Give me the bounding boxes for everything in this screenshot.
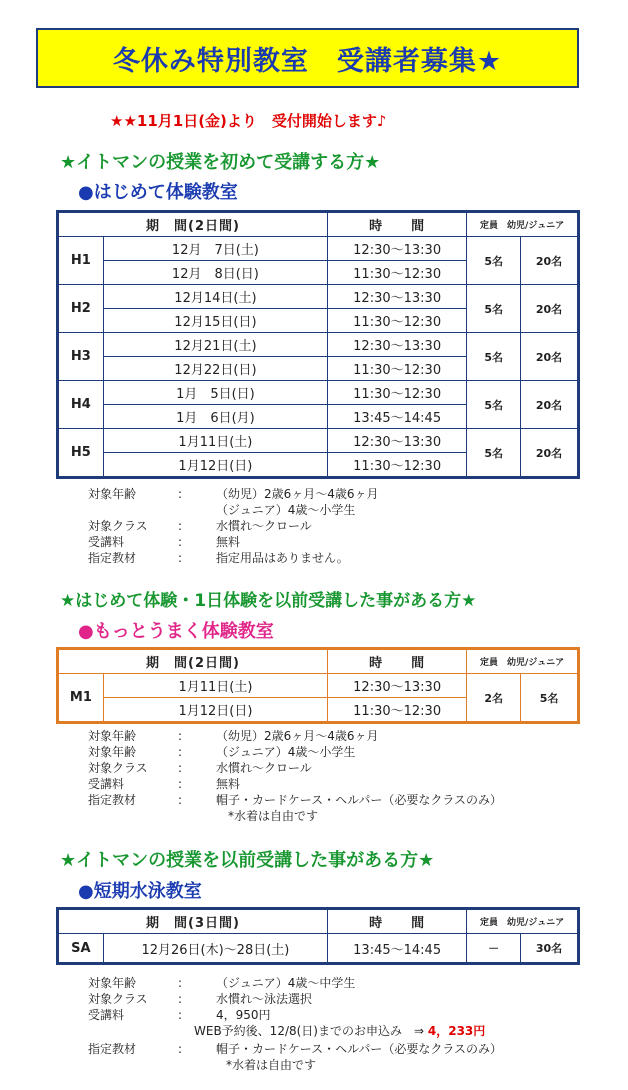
info-label: 対象年齢 (88, 487, 137, 501)
date-cell: 12月15日(日) (103, 309, 327, 333)
table-row (58, 429, 579, 453)
time-cell: 12:30～13:30 (328, 237, 467, 261)
info-value: （幼児）2歳6ヶ月～4歳6ヶ月 (216, 487, 379, 501)
info-colon: : (178, 535, 183, 549)
info-value: （ジュニア）4歳～中学生 (216, 976, 356, 990)
info-row (88, 502, 588, 518)
date-cell: 12月21日(土) (103, 333, 327, 357)
class-code: H3 (58, 333, 104, 381)
date-cell: 1月 5日(日) (103, 381, 327, 405)
section3-info (88, 975, 608, 1085)
section1-subheading: ●はじめて体験教室 (78, 182, 238, 203)
info-value: 水慣れ～クロール (216, 519, 312, 533)
info-row (88, 776, 588, 792)
info-colon: : (178, 519, 183, 533)
info-value: 帽子・カードケース・ヘルパー（必要なクラスのみ） (216, 793, 502, 807)
class-code: H4 (58, 381, 104, 429)
section2-heading: ★はじめて体験・1日体験を以前受講した事がある方★ (60, 591, 477, 611)
date-cell: 12月22日(日) (103, 357, 327, 381)
table-row (58, 934, 579, 964)
info-row (88, 1041, 608, 1057)
section3-heading: ★イトマンの授業を以前受講した事がある方★ (60, 850, 435, 871)
section2-subheading: ●もっとうまく体験教室 (78, 621, 274, 642)
info-row (88, 760, 588, 776)
date-cell: 1月12日(日) (103, 453, 327, 478)
time-cell: 12:30～13:30 (328, 674, 467, 698)
info-colon: : (178, 1042, 183, 1056)
info-label: 指定教材 (88, 551, 137, 565)
info-value: （ジュニア）4歳～小学生 (216, 503, 356, 517)
class-code: H1 (58, 237, 104, 285)
time-cell: 11:30～12:30 (328, 309, 467, 333)
info-value: （幼児）2歳6ヶ月～4歳6ヶ月 (216, 729, 379, 743)
section3-subheading: ●短期水泳教室 (78, 881, 202, 902)
capacity-header: 定員 幼児/ジュニア (467, 649, 579, 674)
table-row (58, 285, 579, 309)
date-cell: 1月 6日(月) (103, 405, 327, 429)
class-code: H2 (58, 285, 104, 333)
info-value: 帽子・カードケース・ヘルパー（必要なクラスのみ） (216, 1042, 502, 1056)
class-code: SA (58, 934, 104, 964)
time-cell: 13:45～14:45 (328, 405, 467, 429)
section1-schedule-table (56, 210, 580, 479)
info-row (88, 808, 588, 824)
period-header: 期 間(2日間) (58, 212, 328, 237)
infant-capacity: 5名 (467, 381, 521, 429)
info-label: 対象年齢 (88, 976, 137, 990)
junior-capacity: 30名 (521, 934, 579, 964)
junior-capacity: 20名 (521, 333, 579, 381)
info-colon: : (178, 992, 183, 1006)
info-value: 指定用品はありません。 (216, 551, 349, 565)
info-colon: : (178, 761, 183, 775)
info-label: 受講料 (88, 535, 125, 549)
time-cell: 11:30～12:30 (328, 261, 467, 285)
table-row (58, 381, 579, 405)
info-row (88, 991, 588, 1007)
info-label: 対象クラス (88, 992, 148, 1006)
capacity-header: 定員 幼児/ジュニア (467, 909, 579, 934)
info-colon: : (178, 745, 183, 759)
time-cell: 12:30～13:30 (328, 429, 467, 453)
info-label: 対象年齢 (88, 729, 137, 743)
class-code: M1 (58, 674, 104, 723)
time-cell: 11:30～12:30 (328, 381, 467, 405)
info-row (88, 1007, 588, 1023)
infant-capacity: 5名 (467, 333, 521, 381)
info-label: 受講料 (88, 777, 125, 791)
section2-info (88, 728, 588, 828)
infant-capacity: 5名 (467, 237, 521, 285)
table-row (58, 237, 579, 261)
page-banner (36, 28, 579, 88)
time-header: 時 間 (328, 909, 467, 934)
info-row (88, 975, 588, 991)
time-cell: 13:45～14:45 (328, 934, 467, 964)
capacity-header: 定員 幼児/ジュニア (467, 212, 579, 237)
time-cell: 12:30～13:30 (328, 333, 467, 357)
period-header: 期 間(2日間) (58, 649, 328, 674)
section2-schedule-table (56, 647, 580, 724)
banner-title: 冬休み特別教室 受講者募集★ (112, 45, 503, 77)
info-colon: : (178, 793, 183, 807)
table-row (58, 333, 579, 357)
web-discount-row (194, 1023, 614, 1039)
info-colon: : (178, 551, 183, 565)
date-cell: 1月11日(土) (103, 429, 327, 453)
info-label: 指定教材 (88, 793, 137, 807)
info-label: 対象年齢 (88, 745, 137, 759)
table-header-row (58, 909, 579, 934)
table-header-row (58, 649, 579, 674)
info-value: 水慣れ～クロール (216, 761, 312, 775)
time-header: 時 間 (328, 649, 467, 674)
section1-info (88, 486, 588, 570)
junior-capacity: 20名 (521, 237, 579, 285)
info-label: 指定教材 (88, 1042, 137, 1056)
info-colon: : (178, 777, 183, 791)
date-cell: 12月 8日(日) (103, 261, 327, 285)
info-colon: : (178, 487, 183, 501)
web-discount-note: WEB予約後、12/8(日)までのお申込み ⇒ (194, 1024, 425, 1038)
swimsuit-note: *水着は自由です (226, 1058, 317, 1072)
info-label: 対象クラス (88, 519, 148, 533)
info-value: 水慣れ～泳法選択 (216, 992, 313, 1006)
info-label: 対象クラス (88, 761, 148, 775)
junior-capacity: 20名 (521, 429, 579, 478)
info-row (88, 486, 588, 502)
date-cell: 1月12日(日) (103, 698, 327, 723)
info-row (88, 534, 588, 550)
period-header: 期 間(3日間) (58, 909, 328, 934)
date-cell: 12月26日(木)～28日(土) (103, 934, 327, 964)
info-row (88, 792, 588, 808)
web-discount-price: 4，233円 (427, 1024, 486, 1038)
table-row (58, 674, 579, 698)
info-value: 4，950円 (216, 1008, 271, 1022)
time-cell: 11:30～12:30 (328, 698, 467, 723)
junior-capacity: 20名 (521, 381, 579, 429)
infant-capacity: 2名 (467, 674, 521, 723)
info-row (88, 728, 588, 744)
info-row (88, 518, 588, 534)
info-row (88, 550, 588, 566)
time-cell: 11:30～12:30 (328, 357, 467, 381)
info-value: （ジュニア）4歳～小学生 (216, 745, 356, 759)
infant-capacity: － (467, 934, 521, 964)
section1-heading: ★イトマンの授業を初めて受講する方★ (60, 152, 381, 173)
info-value: 無料 (216, 535, 241, 549)
section3-schedule-table (56, 907, 580, 965)
info-value: *水着は自由です (216, 809, 319, 823)
info-colon: : (178, 976, 183, 990)
table-header-row (58, 212, 579, 237)
date-cell: 12月14日(土) (103, 285, 327, 309)
notice-text: ★★11月1日(金)より 受付開始します♪ (110, 112, 387, 130)
date-cell: 1月11日(土) (103, 674, 327, 698)
time-cell: 12:30～13:30 (328, 285, 467, 309)
info-row (88, 744, 588, 760)
info-value: 無料 (216, 777, 241, 791)
junior-capacity: 5名 (521, 674, 579, 723)
info-colon: : (178, 1008, 183, 1022)
info-colon: : (178, 729, 183, 743)
time-header: 時 間 (328, 212, 467, 237)
info-label: 受講料 (88, 1008, 125, 1022)
time-cell: 11:30～12:30 (328, 453, 467, 478)
date-cell: 12月 7日(土) (103, 237, 327, 261)
class-code: H5 (58, 429, 104, 478)
infant-capacity: 5名 (467, 429, 521, 478)
junior-capacity: 20名 (521, 285, 579, 333)
infant-capacity: 5名 (467, 285, 521, 333)
